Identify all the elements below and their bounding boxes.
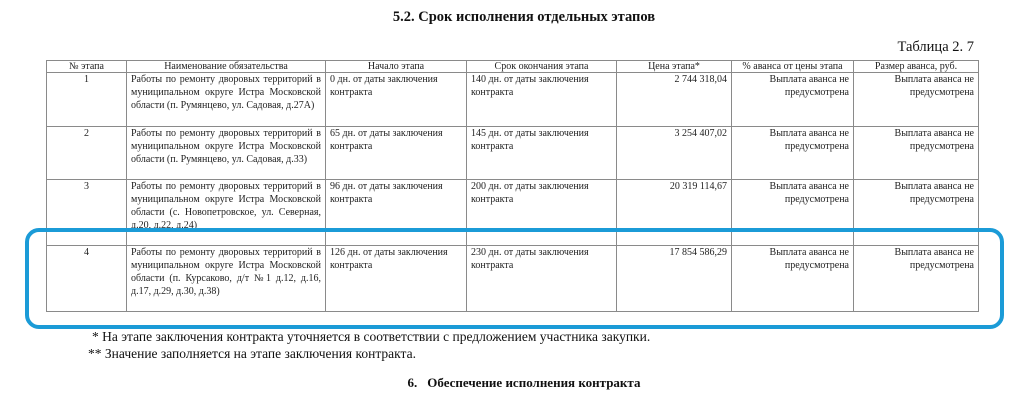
table-row xyxy=(47,180,979,246)
cell-end: 230 дн. от даты заключения контракта xyxy=(467,246,617,312)
table-caption: Таблица 2. 7 xyxy=(897,39,974,55)
cell-price: 17 854 586,29 xyxy=(617,246,732,312)
cell-start: 65 дн. от даты заключения контракта xyxy=(326,127,467,180)
cell-start: 96 дн. от даты заключения контракта xyxy=(326,180,467,246)
cell-name: Работы по ремонту дворовых территорий в муниципальном округе Истра Московской области (с. Новопетровское, ул. Северная, д.20, д.22, д.24) xyxy=(127,180,326,246)
cell-name: Работы по ремонту дворовых территорий в муниципальном округе Истра Московской области (п. Курсаково, д/т №1 д.12, д.16, д.17, д.29, д.30, д.38) xyxy=(127,246,326,312)
cell-stage: 1 xyxy=(47,73,127,127)
col-header-stage: № этапа xyxy=(47,61,127,73)
table-row-highlighted xyxy=(47,246,979,312)
next-section-heading xyxy=(0,375,1024,391)
cell-price: 3 254 407,02 xyxy=(617,127,732,180)
cell-advance-amount: Выплата аванса не предусмотрена xyxy=(854,246,979,312)
cell-stage: 4 xyxy=(47,246,127,312)
next-section-number: 6. xyxy=(407,375,418,390)
next-section-title: Обеспечение исполнения контракта xyxy=(427,375,641,390)
cell-end: 145 дн. от даты заключения контракта xyxy=(467,127,617,180)
col-header-advance-percent: % аванса от цены этапа xyxy=(732,61,854,73)
cell-start: 126 дн. от даты заключения контракта xyxy=(326,246,467,312)
stages-table xyxy=(46,60,979,312)
col-header-name: Наименование обязательства xyxy=(127,61,326,73)
cell-advance-percent: Выплата аванса не предусмотрена xyxy=(732,246,854,312)
cell-price: 2 744 318,04 xyxy=(617,73,732,127)
cell-advance-percent: Выплата аванса не предусмотрена xyxy=(732,73,854,127)
table-row xyxy=(47,127,979,180)
col-header-price: Цена этапа* xyxy=(617,61,732,73)
cell-stage: 3 xyxy=(47,180,127,246)
cell-stage: 2 xyxy=(47,127,127,180)
cell-end: 200 дн. от даты заключения контракта xyxy=(467,180,617,246)
cell-name: Работы по ремонту дворовых территорий в муниципальном округе Истра Московской области (п. Румянцево, ул. Садовая, д.33) xyxy=(127,127,326,180)
table-header-row xyxy=(47,61,979,73)
section-title: 5.2. Срок исполнения отдельных этапов xyxy=(392,9,656,25)
footnote-value: ** Значение заполняется на этапе заключения контракта. xyxy=(88,346,416,361)
col-header-advance-amount: Размер аванса, руб. xyxy=(854,61,979,73)
cell-end: 140 дн. от даты заключения контракта xyxy=(467,73,617,127)
table-row xyxy=(47,73,979,127)
cell-name: Работы по ремонту дворовых территорий в муниципальном округе Истра Московской области (п. Румянцево, ул. Садовая, д.27А) xyxy=(127,73,326,127)
cell-advance-amount: Выплата аванса не предусмотрена xyxy=(854,73,979,127)
col-header-end: Срок окончания этапа xyxy=(467,61,617,73)
cell-advance-amount: Выплата аванса не предусмотрена xyxy=(854,127,979,180)
col-header-start: Начало этапа xyxy=(326,61,467,73)
cell-advance-percent: Выплата аванса не предусмотрена xyxy=(732,127,854,180)
cell-start: 0 дн. от даты заключения контракта xyxy=(326,73,467,127)
cell-advance-amount: Выплата аванса не предусмотрена xyxy=(854,180,979,246)
cell-price: 20 319 114,67 xyxy=(617,180,732,246)
cell-advance-percent: Выплата аванса не предусмотрена xyxy=(732,180,854,246)
footnote-price: * На этапе заключения контракта уточняется в соответствии с предложением участника закупки. xyxy=(92,329,651,344)
